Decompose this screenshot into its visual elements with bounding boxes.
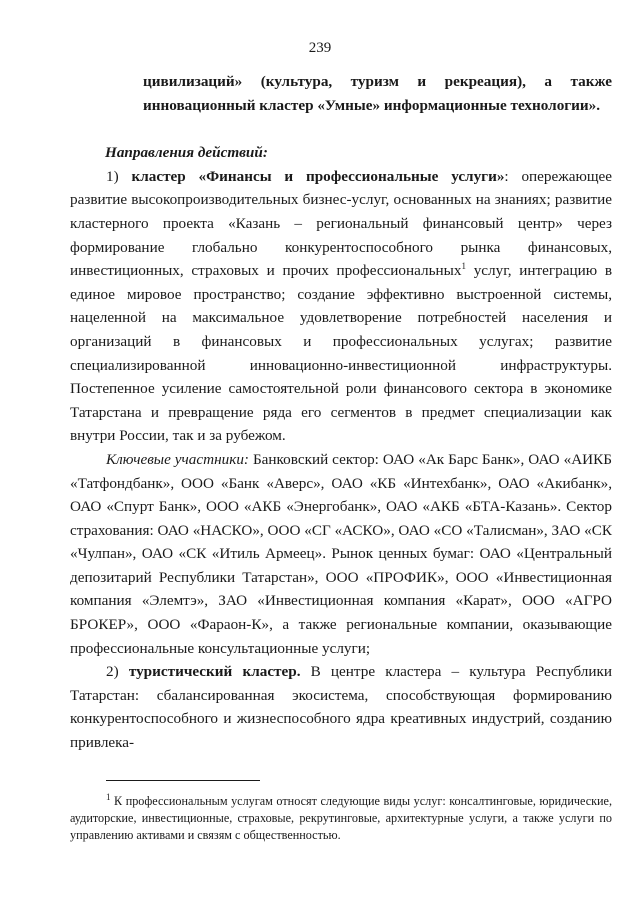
cluster-finance-text-a: : опережающее развитие высокопроизводительных бизнес-услуг, основанных на знаниях; развитие кластерного проекта «Казань – региональный финансовый центр» через формирование глобально конкурентоспособного рынка финансовых, инвестиционных, страховых и прочих профессиональных xyxy=(70,167,612,280)
intro-paragraph: цивилизаций» (культура, туризм и рекреация), а также инновационный кластер «Умные» информационные технологии». xyxy=(143,73,612,114)
cluster-finance-paragraph xyxy=(70,165,612,448)
section-heading: Направления действий: xyxy=(105,144,268,162)
cluster-finance-text-b: услуг, интеграцию в единое мировое пространство; создание эффективно выстроенной системы, нацеленной на максимальное удовлетворение потребностей населения и организаций в финансовых и профессиональных услугах; развитие специализированной инновационно-инвестиционной инфраструктуры. Постепенное усиление самостоятельной роли финансового сектора в экономике Татарстана и превращение ряда его сегментов в предмет специализации как внутри России, так и за рубежом. xyxy=(70,262,612,445)
cluster-tourism-paragraph xyxy=(70,660,612,754)
key-participants-text: Банковский сектор: ОАО «Ак Барс Банк», ОАО «АИКБ «Татфондбанк», ООО «Банк «Аверс», ОАО «КБ «Интехбанк», ОАО «Акибанк», ОАО «Спурт Банк», ООО «АКБ «Энергобанк», ОАО «АКБ «БТА-Казань». Сектор страхования: ОАО «НАСКО», ООО «СГ «АСКО», ОАО «СО «Талисман», ЗАО «СК «Чулпан», ОАО «СК «Итиль Армеец». Рынок ценных бумаг: ОАО «Центральный депозитарий Республики Татарстан», ООО «ПРОФИК», ООО «Инвестиционная компания «Элемтэ», ЗАО «Инвестиционная компания «Карат», ООО «АГРО БРОКЕР», ООО «Фараон-К», а также региональные компании, оказывающие профессиональные консультационные услуги; xyxy=(70,450,612,657)
item-number: 2) xyxy=(106,663,129,681)
footnote-mark: 1 xyxy=(106,791,111,802)
item-number: 1) xyxy=(106,167,132,185)
page-number: 239 xyxy=(308,40,332,56)
body-text xyxy=(70,70,612,755)
key-participants-paragraph xyxy=(70,448,612,660)
footnote xyxy=(70,793,612,844)
cluster-finance-title: кластер «Финансы и профессиональные услуги» xyxy=(131,167,505,185)
footnote-reference: 1 xyxy=(461,261,466,272)
key-participants-label: Ключевые участники: xyxy=(106,450,249,468)
cluster-tourism-text: В центре кластера – культура Республики Татарстан: сбалансированная экосистема, способствующая формированию конкурентоспособного и жизнеспособного ядра креативных индустрий, созданию привлека- xyxy=(70,663,612,752)
footnote-divider xyxy=(106,780,260,781)
footnote-text: К профессиональным услугам относят следующие виды услуг: консалтинговые, юридические, аудиторские, инвестиционные, страховые, рекрутинговые, архитектурные услуги, а также услуги по управлению активами и связям с общественностью. xyxy=(70,794,612,842)
cluster-tourism-title: туристический кластер. xyxy=(128,663,301,681)
